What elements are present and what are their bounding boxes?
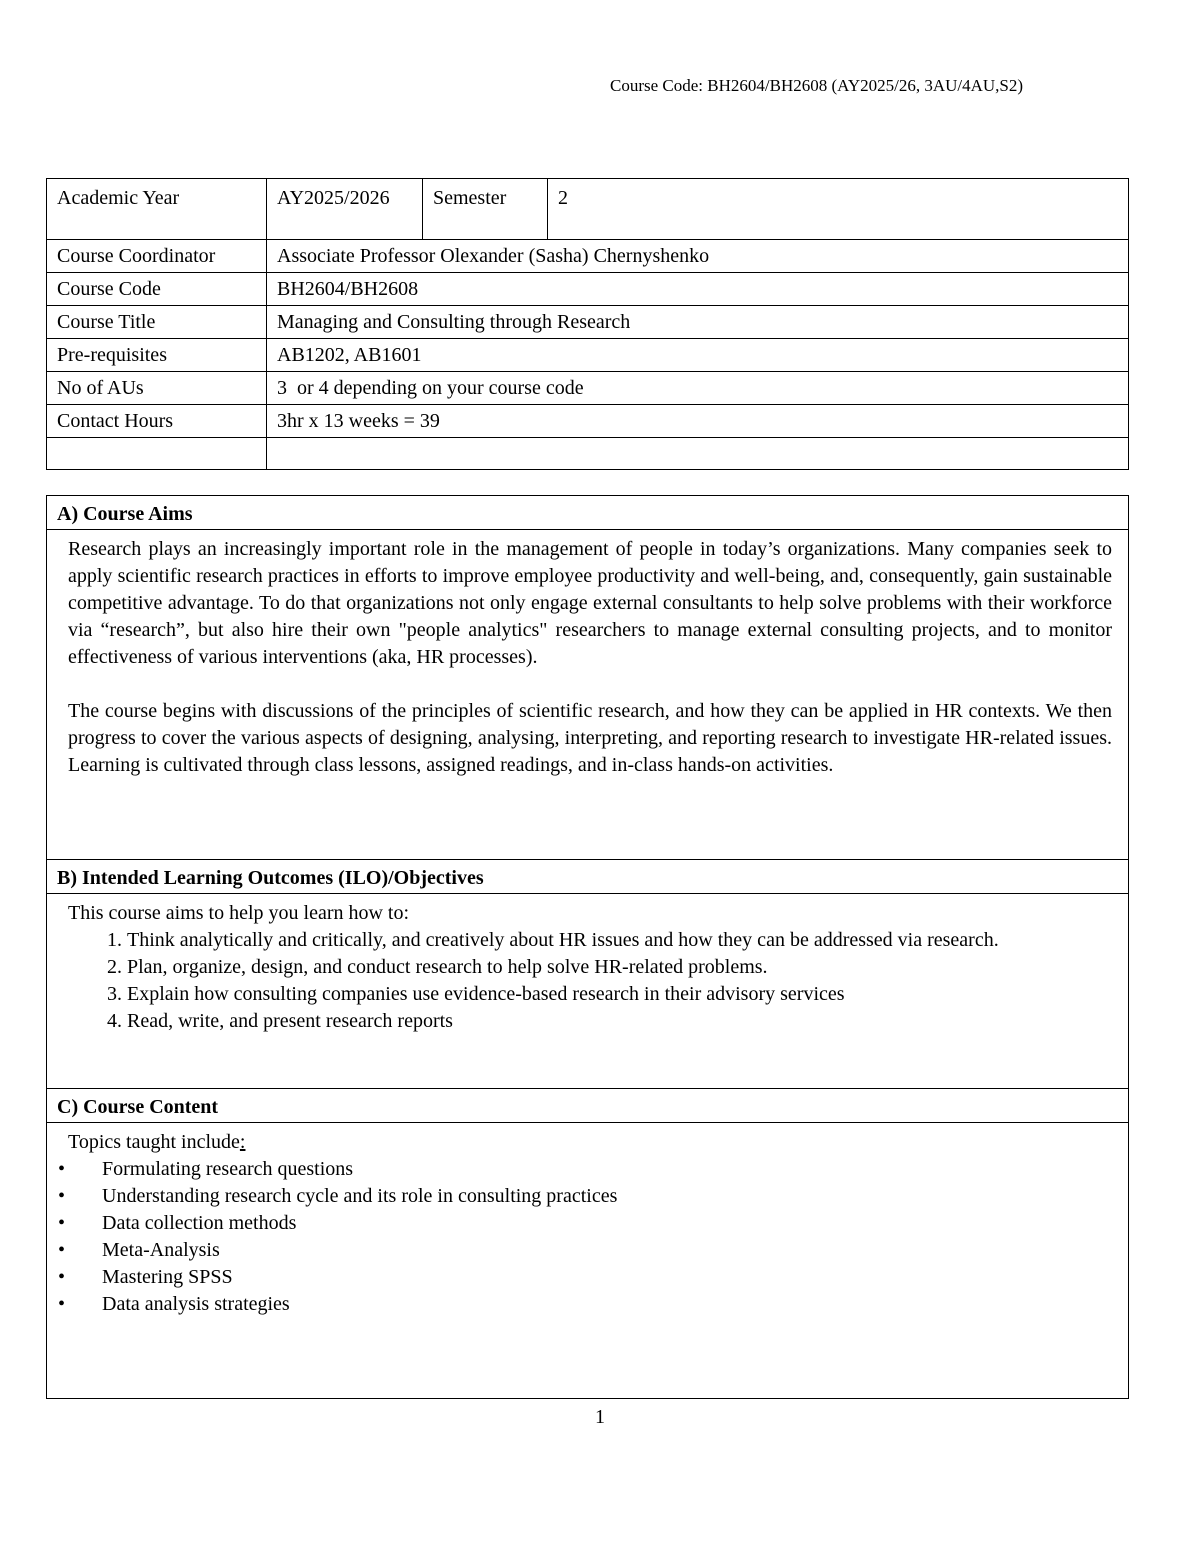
ilo-intro: This course aims to help you learn how to: xyxy=(68,902,410,924)
empty-cell xyxy=(267,438,1129,470)
ilo-section xyxy=(46,859,1129,1089)
course-title-label: Course Title xyxy=(47,306,267,339)
aus-label: No of AUs xyxy=(47,372,267,405)
topics-list xyxy=(68,1156,1112,1318)
course-aims-paragraph: The course begins with discussions of the principles of scientific research, and how they can be applied in HR contexts. We then progress to cover the various aspects of designing, analysing, interpreting, and reporting research to investigate HR-related issues. Learning is cultivated through class lessons, assigned readings, and in-class hands-on activities. xyxy=(68,700,1112,776)
content-intro xyxy=(68,1129,1112,1156)
table-row xyxy=(47,273,1129,306)
table-row xyxy=(47,405,1129,438)
page-number: 1 xyxy=(595,1406,605,1428)
course-content-section xyxy=(46,1088,1129,1399)
table-row-empty xyxy=(47,438,1129,470)
ilo-list xyxy=(68,927,1112,1035)
list-item: • Data collection methods xyxy=(56,1210,1112,1237)
list-item: 3. Explain how consulting companies use evidence-based research in their advisory services xyxy=(127,981,1112,1008)
ilo-heading: B) Intended Learning Outcomes (ILO)/Objectives xyxy=(47,860,1128,894)
content-intro-text: Topics taught include xyxy=(68,1131,240,1153)
prereq-label: Pre-requisites xyxy=(47,339,267,372)
list-item: • Mastering SPSS xyxy=(56,1264,1112,1291)
table-row xyxy=(47,240,1129,273)
course-info-table xyxy=(46,178,1129,470)
course-aims-section xyxy=(46,495,1129,860)
contact-hours-value: 3hr x 13 weeks = 39 xyxy=(267,405,1129,438)
empty-cell xyxy=(47,438,267,470)
course-content-heading: C) Course Content xyxy=(47,1089,1128,1123)
table-row xyxy=(47,372,1129,405)
list-item: • Meta-Analysis xyxy=(56,1237,1112,1264)
prereq-value: AB1202, AB1601 xyxy=(267,339,1129,372)
course-aims-heading: A) Course Aims xyxy=(47,496,1128,530)
course-code-label: Course Code xyxy=(47,273,267,306)
table-row xyxy=(47,306,1129,339)
list-item: • Data analysis strategies xyxy=(56,1291,1112,1318)
list-item: • Formulating research questions xyxy=(56,1156,1112,1183)
page-header-course-code: Course Code: BH2604/BH2608 (AY2025/26, 3AU/4AU,S2) xyxy=(610,76,1024,95)
coordinator-value: Associate Professor Olexander (Sasha) Chernyshenko xyxy=(267,240,1129,273)
aus-value: 3 or 4 depending on your course code xyxy=(267,372,1129,405)
content-intro-colon: : xyxy=(239,1131,246,1153)
semester-value: 2 xyxy=(548,179,1129,240)
table-row xyxy=(47,179,1129,240)
list-item: 4. Read, write, and present research reports xyxy=(127,1008,1112,1035)
list-item: 1. Think analytically and critically, and creatively about HR issues and how they can be addressed via research. xyxy=(127,927,1112,954)
list-item: • Understanding research cycle and its role in consulting practices xyxy=(56,1183,1112,1210)
table-row xyxy=(47,339,1129,372)
academic-year-label: Academic Year xyxy=(47,179,267,240)
course-aims-paragraph: Research plays an increasingly important role in the management of people in today’s organizations. Many companies seek to apply scientific research practices in efforts to improve employee productivity and well-being, and, consequently, gain sustainable competitive advantage. To do that organizations not only engage external consultants to help solve problems with their workforce via “research”, but also hire their own "people analytics" researchers to manage external consulting projects, and to monitor effectiveness of various interventions (aka, HR processes). xyxy=(68,538,1112,668)
course-title-value: Managing and Consulting through Research xyxy=(267,306,1129,339)
academic-year-value: AY2025/2026 xyxy=(267,179,423,240)
coordinator-label: Course Coordinator xyxy=(47,240,267,273)
contact-hours-label: Contact Hours xyxy=(47,405,267,438)
semester-label: Semester xyxy=(423,179,548,240)
course-code-value: BH2604/BH2608 xyxy=(267,273,1129,306)
list-item: 2. Plan, organize, design, and conduct research to help solve HR-related problems. xyxy=(127,954,1112,981)
bottom-divider xyxy=(46,1398,1129,1399)
